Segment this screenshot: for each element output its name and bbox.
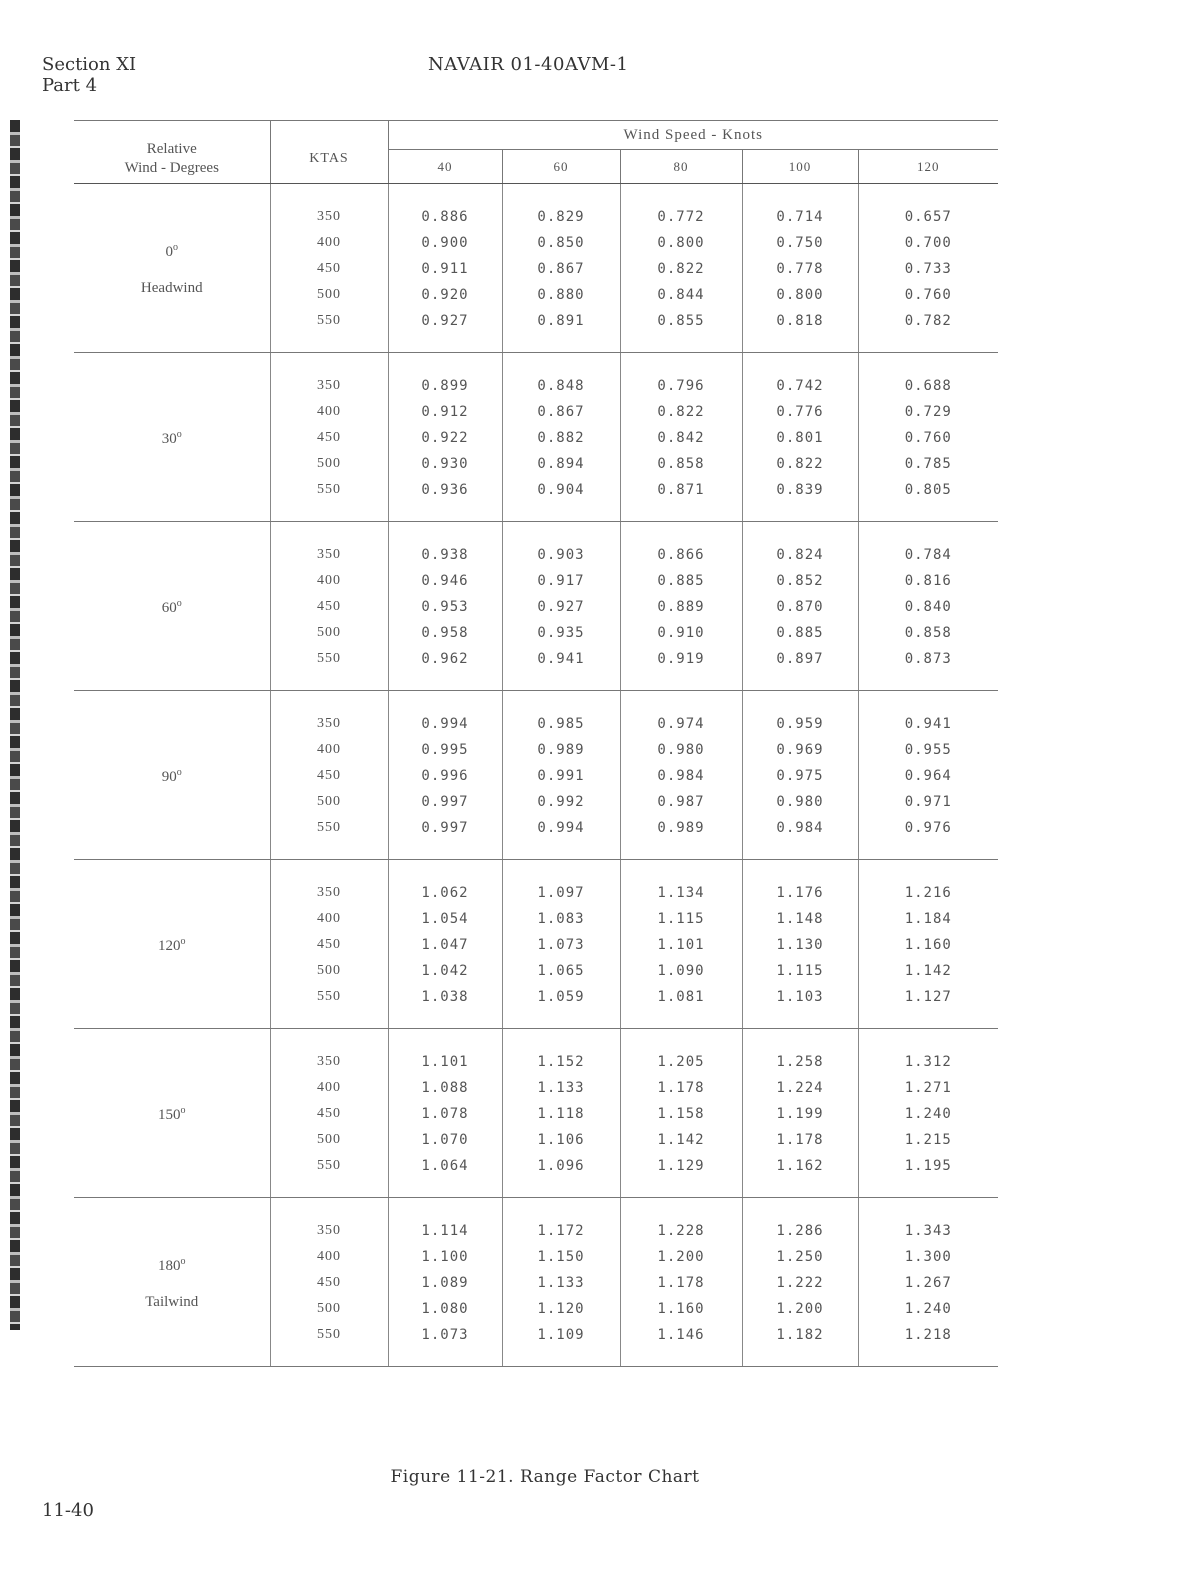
range-factor-cell: 1.081: [620, 984, 742, 1029]
range-factor-cell: 1.286: [742, 1198, 858, 1245]
range-factor-cell: 0.927: [502, 594, 620, 620]
range-factor-cell: 1.258: [742, 1029, 858, 1076]
range-factor-cell: 1.240: [858, 1296, 998, 1322]
range-factor-cell: 0.760: [858, 425, 998, 451]
range-factor-cell: 1.062: [388, 860, 502, 907]
degree-value: 30: [161, 431, 177, 447]
range-factor-cell: 0.886: [388, 184, 502, 231]
ktas-cell: 350: [270, 1198, 388, 1245]
relative-wind-degree: [74, 924, 270, 964]
range-factor-cell: 1.100: [388, 1244, 502, 1270]
range-factor-cell: 1.267: [858, 1270, 998, 1296]
range-factor-cell: 0.980: [620, 737, 742, 763]
ktas-cell: 400: [270, 737, 388, 763]
range-factor-cell: 1.160: [858, 932, 998, 958]
relative-wind-group: [74, 353, 270, 522]
range-factor-cell: 0.992: [502, 789, 620, 815]
range-factor-cell: 1.115: [742, 958, 858, 984]
range-factor-cell: 0.900: [388, 230, 502, 256]
range-factor-cell: 1.089: [388, 1270, 502, 1296]
range-factor-cell: 1.199: [742, 1101, 858, 1127]
range-factor-table: [74, 120, 998, 1367]
page-number: 11-40: [42, 1500, 94, 1521]
range-factor-cell: 0.785: [858, 451, 998, 477]
relative-wind-group: [74, 1198, 270, 1367]
range-factor-cell: 1.178: [620, 1270, 742, 1296]
range-factor-cell: 0.894: [502, 451, 620, 477]
range-factor-cell: 0.800: [742, 282, 858, 308]
range-factor-cell: 0.873: [858, 646, 998, 691]
range-factor-cell: 0.938: [388, 522, 502, 569]
section-label: [42, 54, 136, 96]
range-factor-cell: 0.971: [858, 789, 998, 815]
range-factor-cell: 1.146: [620, 1322, 742, 1367]
range-factor-cell: 1.176: [742, 860, 858, 907]
range-factor-cell: 0.899: [388, 353, 502, 400]
range-factor-cell: 0.805: [858, 477, 998, 522]
range-factor-cell: 0.953: [388, 594, 502, 620]
range-factor-cell: 0.688: [858, 353, 998, 400]
range-factor-cell: 1.152: [502, 1029, 620, 1076]
range-factor-cell: 1.162: [742, 1153, 858, 1198]
ktas-cell: 450: [270, 1101, 388, 1127]
range-factor-cell: 0.997: [388, 789, 502, 815]
relative-wind-label: Tailwind: [145, 1294, 199, 1310]
range-factor-cell: 1.205: [620, 1029, 742, 1076]
range-factor-cell: 1.216: [858, 860, 998, 907]
range-factor-cell: 1.090: [620, 958, 742, 984]
binding-edge-strip: [10, 120, 20, 1330]
degree-value: 120: [158, 938, 181, 954]
range-factor-cell: 1.120: [502, 1296, 620, 1322]
degree-value: 180: [158, 1258, 181, 1274]
range-factor-cell: 0.996: [388, 763, 502, 789]
table-row: [74, 353, 998, 400]
relative-wind-degree: [74, 586, 270, 626]
range-factor-cell: 1.073: [502, 932, 620, 958]
relative-wind-group: [74, 860, 270, 1029]
degree-symbol: o: [176, 767, 182, 778]
range-factor-cell: 0.822: [742, 451, 858, 477]
range-factor-cell: 1.103: [742, 984, 858, 1029]
range-factor-cell: 1.114: [388, 1198, 502, 1245]
range-factor-cell: 0.903: [502, 522, 620, 569]
ktas-cell: 500: [270, 958, 388, 984]
range-factor-cell: 1.133: [502, 1270, 620, 1296]
ktas-cell: 450: [270, 932, 388, 958]
range-factor-cell: 0.733: [858, 256, 998, 282]
range-factor-cell: 1.300: [858, 1244, 998, 1270]
range-factor-cell: 0.904: [502, 477, 620, 522]
range-factor-cell: 0.796: [620, 353, 742, 400]
degree-value: 150: [158, 1107, 181, 1123]
range-factor-cell: 0.871: [620, 477, 742, 522]
range-factor-cell: 0.778: [742, 256, 858, 282]
range-factor-cell: 1.218: [858, 1322, 998, 1367]
range-factor-cell: 1.070: [388, 1127, 502, 1153]
degree-symbol: o: [173, 242, 178, 253]
range-factor-cell: 1.129: [620, 1153, 742, 1198]
relative-wind-group: [74, 522, 270, 691]
range-factor-cell: 0.822: [620, 256, 742, 282]
range-factor-cell: 0.994: [502, 815, 620, 860]
range-factor-cell: 0.729: [858, 399, 998, 425]
range-factor-cell: 0.935: [502, 620, 620, 646]
ktas-cell: 450: [270, 1270, 388, 1296]
range-factor-cell: 0.991: [502, 763, 620, 789]
range-factor-cell: 0.969: [742, 737, 858, 763]
range-factor-cell: 1.127: [858, 984, 998, 1029]
range-factor-cell: 1.150: [502, 1244, 620, 1270]
range-factor-cell: 0.842: [620, 425, 742, 451]
degree-symbol: o: [180, 1256, 186, 1267]
range-factor-cell: 0.700: [858, 230, 998, 256]
range-factor-cell: 0.910: [620, 620, 742, 646]
range-factor-cell: 1.142: [858, 958, 998, 984]
table-row: [74, 1198, 998, 1245]
range-factor-cell: 0.714: [742, 184, 858, 231]
range-factor-cell: 0.818: [742, 308, 858, 353]
ktas-cell: 550: [270, 308, 388, 353]
col-relative-line1: Relative: [146, 141, 197, 157]
range-factor-cell: 1.038: [388, 984, 502, 1029]
table-row: [74, 1029, 998, 1076]
ktas-cell: 400: [270, 230, 388, 256]
range-factor-cell: 0.801: [742, 425, 858, 451]
ktas-cell: 350: [270, 522, 388, 569]
range-factor-cell: 0.897: [742, 646, 858, 691]
range-factor-cell: 0.955: [858, 737, 998, 763]
range-factor-cell: 0.816: [858, 568, 998, 594]
range-factor-cell: 0.850: [502, 230, 620, 256]
range-factor-cell: 0.858: [620, 451, 742, 477]
range-factor-cell: 0.848: [502, 353, 620, 400]
range-factor-cell: 0.776: [742, 399, 858, 425]
degree-symbol: o: [180, 1105, 186, 1116]
range-factor-cell: 1.142: [620, 1127, 742, 1153]
ktas-cell: 350: [270, 860, 388, 907]
ktas-cell: 500: [270, 1296, 388, 1322]
range-factor-cell: 0.824: [742, 522, 858, 569]
range-factor-cell: 0.919: [620, 646, 742, 691]
ktas-cell: 550: [270, 815, 388, 860]
range-factor-cell: 0.994: [388, 691, 502, 738]
range-factor-cell: 1.097: [502, 860, 620, 907]
range-factor-cell: 1.133: [502, 1075, 620, 1101]
range-factor-cell: 1.106: [502, 1127, 620, 1153]
table-body: [74, 184, 998, 1367]
part-text: Part 4: [42, 75, 98, 96]
range-factor-cell: 0.829: [502, 184, 620, 231]
range-factor-cell: 0.980: [742, 789, 858, 815]
range-factor-cell: 0.920: [388, 282, 502, 308]
table-row: [74, 860, 998, 907]
degree-symbol: o: [176, 598, 182, 609]
ktas-cell: 500: [270, 282, 388, 308]
range-factor-cell: 0.930: [388, 451, 502, 477]
ktas-cell: 400: [270, 399, 388, 425]
relative-wind-degree: [74, 230, 270, 270]
figure-caption: Figure 11-21. Range Factor Chart: [390, 1467, 700, 1487]
range-factor-cell: 0.989: [620, 815, 742, 860]
range-factor-cell: 0.782: [858, 308, 998, 353]
section-text: Section XI: [42, 54, 137, 75]
degree-value: 0: [165, 244, 173, 260]
range-factor-cell: 0.927: [388, 308, 502, 353]
range-factor-cell: 0.936: [388, 477, 502, 522]
ktas-cell: 450: [270, 763, 388, 789]
table-row: [74, 184, 998, 231]
degree-value: 60: [161, 600, 177, 616]
range-factor-cell: 1.182: [742, 1322, 858, 1367]
range-factor-cell: 0.917: [502, 568, 620, 594]
range-factor-cell: 0.866: [620, 522, 742, 569]
wind-speed-40: 40: [388, 150, 502, 184]
range-factor-cell: 0.882: [502, 425, 620, 451]
range-factor-cell: 1.200: [742, 1296, 858, 1322]
range-factor-cell: 0.997: [388, 815, 502, 860]
wind-speed-80: 80: [620, 150, 742, 184]
range-factor-cell: 0.760: [858, 282, 998, 308]
range-factor-cell: 0.975: [742, 763, 858, 789]
range-factor-cell: 0.750: [742, 230, 858, 256]
range-factor-cell: 1.083: [502, 906, 620, 932]
range-factor-cell: 1.343: [858, 1198, 998, 1245]
range-factor-cell: 1.215: [858, 1127, 998, 1153]
range-factor-cell: 0.839: [742, 477, 858, 522]
ktas-cell: 550: [270, 646, 388, 691]
range-factor-cell: 0.840: [858, 594, 998, 620]
range-factor-cell: 0.880: [502, 282, 620, 308]
relative-wind-group: [74, 184, 270, 353]
range-factor-cell: 1.078: [388, 1101, 502, 1127]
range-factor-cell: 0.867: [502, 256, 620, 282]
range-factor-cell: 0.867: [502, 399, 620, 425]
ktas-cell: 400: [270, 1244, 388, 1270]
ktas-cell: 450: [270, 594, 388, 620]
ktas-cell: 550: [270, 984, 388, 1029]
relative-wind-degree: [74, 1244, 270, 1284]
ktas-cell: 350: [270, 691, 388, 738]
range-factor-cell: 1.224: [742, 1075, 858, 1101]
document-title: NAVAIR 01-40AVM-1: [428, 54, 629, 75]
range-factor-cell: 0.885: [620, 568, 742, 594]
ktas-cell: 450: [270, 425, 388, 451]
range-factor-cell: 0.889: [620, 594, 742, 620]
relative-wind-degree: [74, 755, 270, 795]
range-factor-cell: 0.984: [742, 815, 858, 860]
ktas-cell: 500: [270, 1127, 388, 1153]
range-factor-cell: 0.941: [502, 646, 620, 691]
range-factor-cell: 1.148: [742, 906, 858, 932]
ktas-cell: 550: [270, 477, 388, 522]
range-factor-cell: 0.870: [742, 594, 858, 620]
range-factor-cell: 1.073: [388, 1322, 502, 1367]
relative-wind-group: [74, 1029, 270, 1198]
table-row: [74, 522, 998, 569]
range-factor-cell: 1.080: [388, 1296, 502, 1322]
range-factor-cell: 0.844: [620, 282, 742, 308]
range-factor-cell: 1.042: [388, 958, 502, 984]
ktas-cell: 350: [270, 353, 388, 400]
range-factor-cell: 1.115: [620, 906, 742, 932]
relative-wind-label: Headwind: [140, 280, 203, 296]
range-factor-cell: 0.657: [858, 184, 998, 231]
range-factor-cell: 0.922: [388, 425, 502, 451]
relative-wind-group: [74, 691, 270, 860]
range-factor-cell: 1.109: [502, 1322, 620, 1367]
col-relative-line2: Wind - Degrees: [124, 160, 219, 176]
wind-speed-header: Wind Speed - Knots: [388, 121, 998, 150]
range-factor-cell: 1.134: [620, 860, 742, 907]
degree-symbol: o: [176, 429, 182, 440]
range-factor-cell: 0.912: [388, 399, 502, 425]
range-factor-cell: 0.852: [742, 568, 858, 594]
range-factor-cell: 0.858: [858, 620, 998, 646]
range-factor-cell: 1.064: [388, 1153, 502, 1198]
range-factor-cell: 0.989: [502, 737, 620, 763]
range-factor-cell: 0.772: [620, 184, 742, 231]
range-factor-cell: 1.250: [742, 1244, 858, 1270]
range-factor-cell: 1.160: [620, 1296, 742, 1322]
table-row: [74, 691, 998, 738]
range-factor-cell: 1.054: [388, 906, 502, 932]
range-factor-cell: 1.178: [620, 1075, 742, 1101]
ktas-cell: 400: [270, 906, 388, 932]
range-factor-cell: 1.118: [502, 1101, 620, 1127]
ktas-cell: 400: [270, 1075, 388, 1101]
range-factor-cell: 1.195: [858, 1153, 998, 1198]
range-factor-cell: 0.987: [620, 789, 742, 815]
range-factor-cell: 0.946: [388, 568, 502, 594]
range-factor-cell: 0.822: [620, 399, 742, 425]
range-factor-cell: 1.200: [620, 1244, 742, 1270]
range-factor-cell: 0.962: [388, 646, 502, 691]
range-factor-cell: 1.101: [620, 932, 742, 958]
ktas-cell: 350: [270, 1029, 388, 1076]
range-factor-cell: 1.096: [502, 1153, 620, 1198]
range-factor-cell: 0.974: [620, 691, 742, 738]
range-factor-cell: 1.312: [858, 1029, 998, 1076]
range-factor-cell: 0.800: [620, 230, 742, 256]
range-factor-cell: 1.178: [742, 1127, 858, 1153]
range-factor-cell: 0.855: [620, 308, 742, 353]
range-factor-cell: 1.222: [742, 1270, 858, 1296]
range-factor-cell: 1.184: [858, 906, 998, 932]
range-factor-cell: 0.742: [742, 353, 858, 400]
range-factor-cell: 0.985: [502, 691, 620, 738]
range-factor-cell: 1.240: [858, 1101, 998, 1127]
wind-speed-100: 100: [742, 150, 858, 184]
ktas-cell: 500: [270, 620, 388, 646]
range-factor-cell: 0.964: [858, 763, 998, 789]
range-factor-cell: 1.101: [388, 1029, 502, 1076]
range-factor-cell: 1.065: [502, 958, 620, 984]
table-header: [74, 121, 998, 184]
relative-wind-degree: [74, 1093, 270, 1133]
range-factor-cell: 0.891: [502, 308, 620, 353]
range-factor-cell: 1.047: [388, 932, 502, 958]
range-factor-cell: 1.172: [502, 1198, 620, 1245]
ktas-cell: 350: [270, 184, 388, 231]
degree-symbol: o: [180, 936, 186, 947]
col-ktas: KTAS: [270, 121, 388, 184]
range-factor-cell: 0.885: [742, 620, 858, 646]
ktas-cell: 550: [270, 1153, 388, 1198]
range-factor-cell: 1.228: [620, 1198, 742, 1245]
degree-value: 90: [161, 769, 177, 785]
range-factor-cell: 0.958: [388, 620, 502, 646]
ktas-cell: 450: [270, 256, 388, 282]
col-relative-wind: [74, 121, 270, 184]
range-factor-cell: 0.976: [858, 815, 998, 860]
range-factor-cell: 1.271: [858, 1075, 998, 1101]
range-factor-cell: 0.941: [858, 691, 998, 738]
range-factor-cell: 0.959: [742, 691, 858, 738]
range-factor-cell: 1.158: [620, 1101, 742, 1127]
ktas-cell: 500: [270, 451, 388, 477]
range-factor-cell: 0.984: [620, 763, 742, 789]
range-factor-cell: 0.784: [858, 522, 998, 569]
relative-wind-degree: [74, 417, 270, 457]
ktas-cell: 400: [270, 568, 388, 594]
range-factor-cell: 0.995: [388, 737, 502, 763]
range-factor-cell: 1.059: [502, 984, 620, 1029]
wind-speed-120: 120: [858, 150, 998, 184]
ktas-cell: 550: [270, 1322, 388, 1367]
wind-speed-60: 60: [502, 150, 620, 184]
range-factor-cell: 0.911: [388, 256, 502, 282]
range-factor-cell: 1.088: [388, 1075, 502, 1101]
ktas-cell: 500: [270, 789, 388, 815]
range-factor-cell: 1.130: [742, 932, 858, 958]
